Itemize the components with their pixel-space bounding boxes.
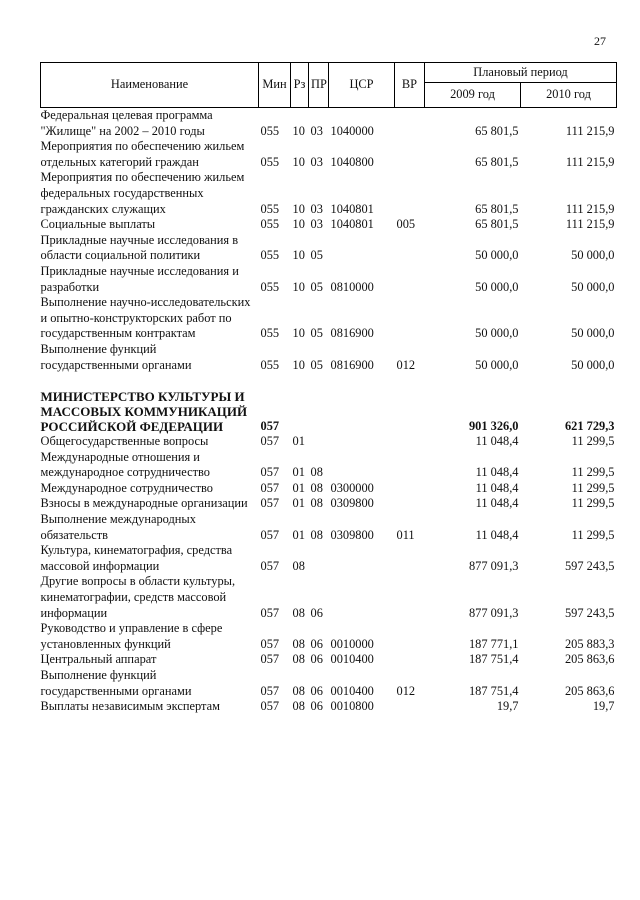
row-pr: 08 bbox=[310, 527, 323, 542]
row-2010: 50 000,0 bbox=[571, 279, 615, 294]
row-2010: 111 215,9 bbox=[565, 154, 615, 169]
row-name: Прикладные научные исследования в области социальной политики bbox=[40, 232, 239, 263]
table-row bbox=[41, 434, 617, 450]
row-2010: 597 243,5 bbox=[564, 558, 615, 573]
row-pr: 05 bbox=[310, 326, 323, 341]
table-header bbox=[41, 63, 617, 108]
header-rz: Рз bbox=[291, 63, 309, 108]
row-pr: 03 bbox=[310, 123, 323, 138]
empty bbox=[309, 389, 329, 434]
row-csr: 1040800 bbox=[330, 154, 374, 169]
table-row bbox=[41, 233, 617, 264]
row-name: Федеральная целевая программа "Жилище" на 2002 – 2010 годы bbox=[40, 108, 213, 138]
row-rz: 08 bbox=[292, 636, 305, 651]
row-vr bbox=[395, 264, 425, 295]
row-rz: 10 bbox=[292, 279, 305, 294]
row-min: 057 bbox=[260, 636, 280, 651]
row-rz: 08 bbox=[292, 699, 305, 714]
row-2010: 11 299,5 bbox=[571, 465, 615, 480]
row-2010: 11 299,5 bbox=[571, 496, 615, 511]
row-name: Выполнение научно-исследовательских и опытно-конструкторских работ по государственным контрактам bbox=[40, 295, 251, 341]
row-pr: 06 bbox=[310, 636, 323, 651]
row-rz: 01 bbox=[292, 496, 305, 511]
row-name: Другие вопросы в области культуры, кинематографии, средств массовой информации bbox=[40, 574, 236, 620]
row-2009: 50 000,0 bbox=[475, 326, 519, 341]
table-row bbox=[41, 481, 617, 497]
row-2009: 65 801,5 bbox=[475, 217, 519, 232]
row-name: Мероприятия по обеспечению жильем отдельных категорий граждан bbox=[40, 139, 245, 169]
row-2009: 187 751,4 bbox=[468, 652, 519, 667]
row-vr bbox=[395, 139, 425, 170]
row-rz: 08 bbox=[292, 605, 305, 620]
row-rz: 10 bbox=[292, 357, 305, 372]
row-min: 057 bbox=[260, 652, 280, 667]
page-number: 27 bbox=[594, 34, 606, 48]
table-row bbox=[41, 295, 617, 342]
row-pr: 05 bbox=[310, 357, 323, 372]
row-vr bbox=[395, 434, 425, 450]
row-min: 055 bbox=[260, 201, 280, 216]
table-row bbox=[41, 699, 617, 715]
row-min: 055 bbox=[260, 326, 280, 341]
row-csr bbox=[329, 233, 395, 264]
row-name: Выполнение функций государственными органами bbox=[40, 668, 192, 698]
header-year-2010: 2010 год bbox=[521, 83, 617, 108]
row-name: Общегосударственные вопросы bbox=[40, 434, 209, 449]
table-row bbox=[41, 574, 617, 621]
row-2010: 111 215,9 bbox=[565, 217, 615, 232]
row-vr bbox=[395, 621, 425, 652]
section-spacer bbox=[41, 373, 617, 389]
row-2009: 50 000,0 bbox=[475, 248, 519, 263]
table-body bbox=[41, 108, 617, 715]
row-min: 057 bbox=[260, 496, 280, 511]
row-pr: 08 bbox=[310, 465, 323, 480]
row-rz: 10 bbox=[292, 123, 305, 138]
row-csr: 0010000 bbox=[330, 636, 374, 651]
header-pr: ПР bbox=[309, 63, 329, 108]
row-min: 057 bbox=[260, 480, 280, 495]
row-2009: 877 091,3 bbox=[468, 558, 519, 573]
row-csr: 0309800 bbox=[330, 527, 374, 542]
row-vr bbox=[395, 481, 425, 497]
header-name: Наименование bbox=[41, 63, 259, 108]
row-vr bbox=[395, 496, 425, 512]
row-vr bbox=[395, 543, 425, 574]
row-min: 057 bbox=[260, 699, 280, 714]
row-vr: 012 bbox=[396, 683, 416, 698]
row-2010: 205 863,6 bbox=[564, 683, 615, 698]
ministry-name: МИНИСТЕРСТВО КУЛЬТУРЫ И МАССОВЫХ КОММУНИКАЦИЙ РОССИЙСКОЙ ФЕДЕРАЦИИ bbox=[40, 389, 248, 435]
row-vr: 012 bbox=[396, 357, 416, 372]
header-planning-period: Плановый период bbox=[425, 63, 617, 83]
table-row bbox=[41, 512, 617, 543]
empty bbox=[291, 389, 309, 434]
row-vr bbox=[395, 295, 425, 342]
row-min: 055 bbox=[260, 248, 280, 263]
row-2010: 205 883,3 bbox=[564, 636, 615, 651]
row-2010: 19,7 bbox=[592, 699, 615, 714]
row-rz: 08 bbox=[292, 558, 305, 573]
row-name: Центральный аппарат bbox=[40, 652, 157, 667]
budget-table bbox=[40, 62, 617, 715]
row-name: Международные отношения и международное сотрудничество bbox=[40, 449, 210, 480]
row-pr bbox=[309, 434, 329, 450]
row-pr: 08 bbox=[310, 496, 323, 511]
row-vr: 011 bbox=[396, 527, 415, 542]
row-2009: 50 000,0 bbox=[475, 279, 519, 294]
table-row bbox=[41, 139, 617, 170]
row-2010: 111 215,9 bbox=[565, 123, 615, 138]
row-2009: 11 048,4 bbox=[475, 527, 519, 542]
ministry-min: 057 bbox=[260, 418, 280, 433]
table-row bbox=[41, 108, 617, 140]
row-name: Выполнение международных обязательств bbox=[40, 512, 196, 542]
table-row bbox=[41, 668, 617, 699]
row-name: Социальные выплаты bbox=[40, 217, 156, 232]
row-2009: 65 801,5 bbox=[475, 201, 519, 216]
row-vr bbox=[395, 108, 425, 140]
row-min: 057 bbox=[260, 683, 280, 698]
row-rz: 01 bbox=[292, 434, 305, 449]
table-row bbox=[41, 496, 617, 512]
table-row bbox=[41, 652, 617, 668]
row-csr: 0810000 bbox=[330, 279, 374, 294]
header-csr: ЦСР bbox=[329, 63, 395, 108]
row-name: Прикладные научные исследования и разработки bbox=[40, 263, 239, 294]
row-2010: 50 000,0 bbox=[571, 326, 615, 341]
table-row bbox=[41, 342, 617, 373]
row-vr bbox=[395, 699, 425, 715]
table-row bbox=[41, 170, 617, 217]
row-vr bbox=[395, 170, 425, 217]
row-pr: 06 bbox=[310, 605, 323, 620]
row-2009: 11 048,4 bbox=[475, 434, 519, 449]
row-name: Выполнение функций государственными органами bbox=[40, 341, 192, 372]
row-csr: 0300000 bbox=[330, 480, 374, 495]
row-2010: 205 863,6 bbox=[564, 652, 615, 667]
row-name: Взносы в международные организации bbox=[40, 496, 248, 511]
row-2010: 50 000,0 bbox=[571, 357, 615, 372]
row-2010: 111 215,9 bbox=[565, 201, 615, 216]
row-min: 055 bbox=[260, 279, 280, 294]
row-rz: 10 bbox=[292, 201, 305, 216]
row-rz: 01 bbox=[292, 480, 305, 495]
header-vr: ВР bbox=[395, 63, 425, 108]
row-pr: 06 bbox=[310, 699, 323, 714]
row-rz: 10 bbox=[292, 154, 305, 169]
table-row bbox=[41, 543, 617, 574]
row-name: Мероприятия по обеспечению жильем федеральных государственных гражданских служащих bbox=[40, 170, 245, 216]
row-min: 055 bbox=[260, 123, 280, 138]
row-name: Международное сотрудничество bbox=[40, 480, 213, 495]
row-csr: 1040801 bbox=[330, 217, 374, 232]
row-pr: 08 bbox=[310, 480, 323, 495]
empty bbox=[329, 389, 395, 434]
row-csr: 0309800 bbox=[330, 496, 374, 511]
table-row bbox=[41, 621, 617, 652]
row-csr: 1040000 bbox=[330, 123, 374, 138]
row-pr: 06 bbox=[310, 652, 323, 667]
row-min: 057 bbox=[260, 527, 280, 542]
ministry-2009: 901 326,0 bbox=[468, 418, 519, 433]
ministry-2010: 621 729,3 bbox=[564, 418, 615, 433]
row-csr bbox=[329, 543, 395, 574]
row-min: 057 bbox=[260, 465, 280, 480]
table-row bbox=[41, 217, 617, 233]
row-rz: 10 bbox=[292, 248, 305, 263]
row-min: 057 bbox=[260, 558, 280, 573]
row-2009: 187 751,4 bbox=[468, 683, 519, 698]
row-name: Культура, кинематография, средства массовой информации bbox=[40, 543, 233, 573]
row-2009: 50 000,0 bbox=[475, 357, 519, 372]
row-min: 055 bbox=[260, 154, 280, 169]
row-pr: 03 bbox=[310, 154, 323, 169]
row-csr: 0010400 bbox=[330, 683, 374, 698]
row-min: 055 bbox=[260, 357, 280, 372]
header-year-2009: 2009 год bbox=[425, 83, 521, 108]
row-2009: 11 048,4 bbox=[475, 465, 519, 480]
row-2009: 11 048,4 bbox=[475, 496, 519, 511]
row-pr: 03 bbox=[310, 201, 323, 216]
row-pr: 03 bbox=[310, 217, 323, 232]
row-2009: 877 091,3 bbox=[468, 605, 519, 620]
row-csr bbox=[329, 450, 395, 481]
row-pr: 05 bbox=[310, 248, 323, 263]
row-vr bbox=[395, 233, 425, 264]
row-min: 057 bbox=[260, 434, 280, 449]
row-pr: 06 bbox=[310, 683, 323, 698]
row-pr: 05 bbox=[310, 279, 323, 294]
row-rz: 10 bbox=[292, 217, 305, 232]
row-min: 055 bbox=[260, 217, 280, 232]
row-2010: 11 299,5 bbox=[571, 434, 615, 449]
row-min: 057 bbox=[260, 605, 280, 620]
row-rz: 01 bbox=[292, 465, 305, 480]
row-2010: 597 243,5 bbox=[564, 605, 615, 620]
table-row bbox=[41, 450, 617, 481]
row-vr bbox=[395, 574, 425, 621]
row-csr: 0816900 bbox=[330, 357, 374, 372]
row-csr bbox=[329, 574, 395, 621]
row-rz: 10 bbox=[292, 326, 305, 341]
row-csr bbox=[329, 434, 395, 450]
row-csr: 0010400 bbox=[330, 652, 374, 667]
row-vr bbox=[395, 652, 425, 668]
row-csr: 1040801 bbox=[330, 201, 374, 216]
table-row bbox=[41, 264, 617, 295]
row-2010: 50 000,0 bbox=[571, 248, 615, 263]
row-2009: 187 771,1 bbox=[468, 636, 519, 651]
row-2009: 11 048,4 bbox=[475, 480, 519, 495]
row-rz: 01 bbox=[292, 527, 305, 542]
row-rz: 08 bbox=[292, 652, 305, 667]
row-csr: 0816900 bbox=[330, 326, 374, 341]
row-vr: 005 bbox=[396, 217, 416, 232]
row-2009: 19,7 bbox=[496, 699, 519, 714]
row-rz: 08 bbox=[292, 683, 305, 698]
row-2010: 11 299,5 bbox=[571, 480, 615, 495]
row-vr bbox=[395, 450, 425, 481]
row-csr: 0010800 bbox=[330, 699, 374, 714]
row-2009: 65 801,5 bbox=[475, 154, 519, 169]
row-pr bbox=[309, 543, 329, 574]
row-2010: 11 299,5 bbox=[571, 527, 615, 542]
row-name: Руководство и управление в сфере установленных функций bbox=[40, 621, 223, 651]
empty bbox=[395, 389, 425, 434]
row-name: Выплаты независимым экспертам bbox=[40, 699, 220, 714]
ministry-row bbox=[41, 389, 617, 434]
row-2009: 65 801,5 bbox=[475, 123, 519, 138]
header-min: Мин bbox=[259, 63, 291, 108]
